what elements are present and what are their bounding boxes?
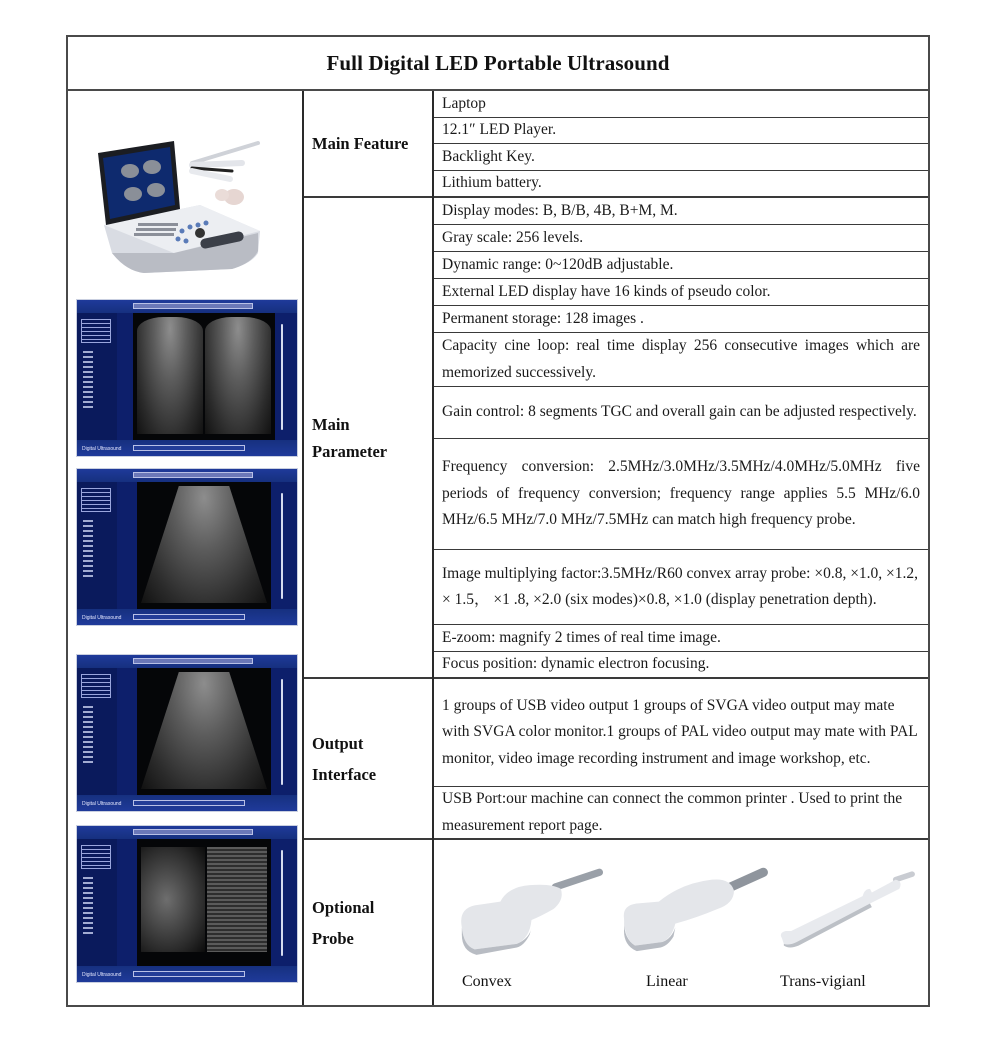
parameter-item: Image multiplying factor:3.5MHz/R60 convex array probe: ×0.8, ×1.0, ×1.2, × 1.5， ×1 .8, ×2.0 (six modes)×0.8, ×1.0 (display penetration depth). <box>434 550 928 625</box>
scan-image-b-1: Digital Ultrasound <box>76 468 298 626</box>
convex-probe-icon <box>446 854 606 964</box>
parameter-item: External LED display have 16 kinds of pseudo color. <box>434 279 928 306</box>
output-interface-label: Output Interface <box>304 679 432 840</box>
probe-label: Trans-vigianl <box>780 973 866 990</box>
parameter-item: Frequency conversion: 2.5MHz/3.0MHz/3.5MHz/4.0MHz/5.0MHz five periods of frequency conversion; frequency range applies 5.5 MHz/6.0 MHz/6.5 MHz/7.0 MHz/7.5MHz can match high frequency probe. <box>434 439 928 550</box>
transvaginal-probe-icon <box>768 854 928 964</box>
main-parameter-label: Main Parameter <box>304 198 432 679</box>
feature-item: Laptop <box>434 91 928 118</box>
parameter-item: Display modes: B, B/B, 4B, B+M, M. <box>434 198 928 225</box>
label-column <box>304 91 434 1005</box>
probe-label: Linear <box>646 973 688 990</box>
parameter-item: Permanent storage: 128 images . <box>434 306 928 333</box>
scan-image-b-m: Digital Ultrasound <box>76 825 298 983</box>
scan-image-b-2: Digital Ultrasound <box>76 654 298 812</box>
parameter-item: Dynamic range: 0~120dB adjustable. <box>434 252 928 279</box>
probe-transvaginal <box>768 840 928 1005</box>
optional-probe-label: Optional Probe <box>312 897 375 948</box>
value-column <box>434 91 928 1005</box>
linear-probe-icon <box>610 854 770 964</box>
scan-image-dual-b: Digital Ultrasound <box>76 299 298 457</box>
output-item: USB Port:our machine can connect the common printer . Used to print the measurement report page. <box>434 787 928 840</box>
main-feature-label: Main Feature <box>304 91 432 198</box>
probe-linear <box>610 840 770 1005</box>
parameter-item: Gray scale: 256 levels. <box>434 225 928 252</box>
parameter-item: Capacity cine loop: real time display 256 consecutive images which are memorized successively. <box>434 333 928 387</box>
output-item: 1 groups of USB video output 1 groups of SVGA video output may mate with SVGA color monitor.1 groups of PAL video output may mate with PAL monitor, video image recording instrument and image workshop, etc. <box>434 679 928 787</box>
probe-gallery <box>434 840 928 1005</box>
device-image <box>82 113 288 273</box>
parameter-item: E-zoom: magnify 2 times of real time image. <box>434 625 928 652</box>
parameter-item: Gain control: 8 segments TGC and overall gain can be adjusted respectively. <box>434 387 928 439</box>
parameter-item: Focus position: dynamic electron focusing. <box>434 652 928 679</box>
title-row <box>68 37 928 91</box>
spec-table <box>66 35 930 1007</box>
probe-convex <box>446 840 606 1005</box>
image-column <box>68 91 304 1005</box>
probe-label: Convex <box>462 973 512 990</box>
feature-item: Backlight Key. <box>434 144 928 171</box>
document-title: Full Digital LED Portable Ultrasound <box>326 50 670 75</box>
feature-item: Lithium battery. <box>434 171 928 198</box>
feature-item: 12.1″ LED Player. <box>434 118 928 144</box>
